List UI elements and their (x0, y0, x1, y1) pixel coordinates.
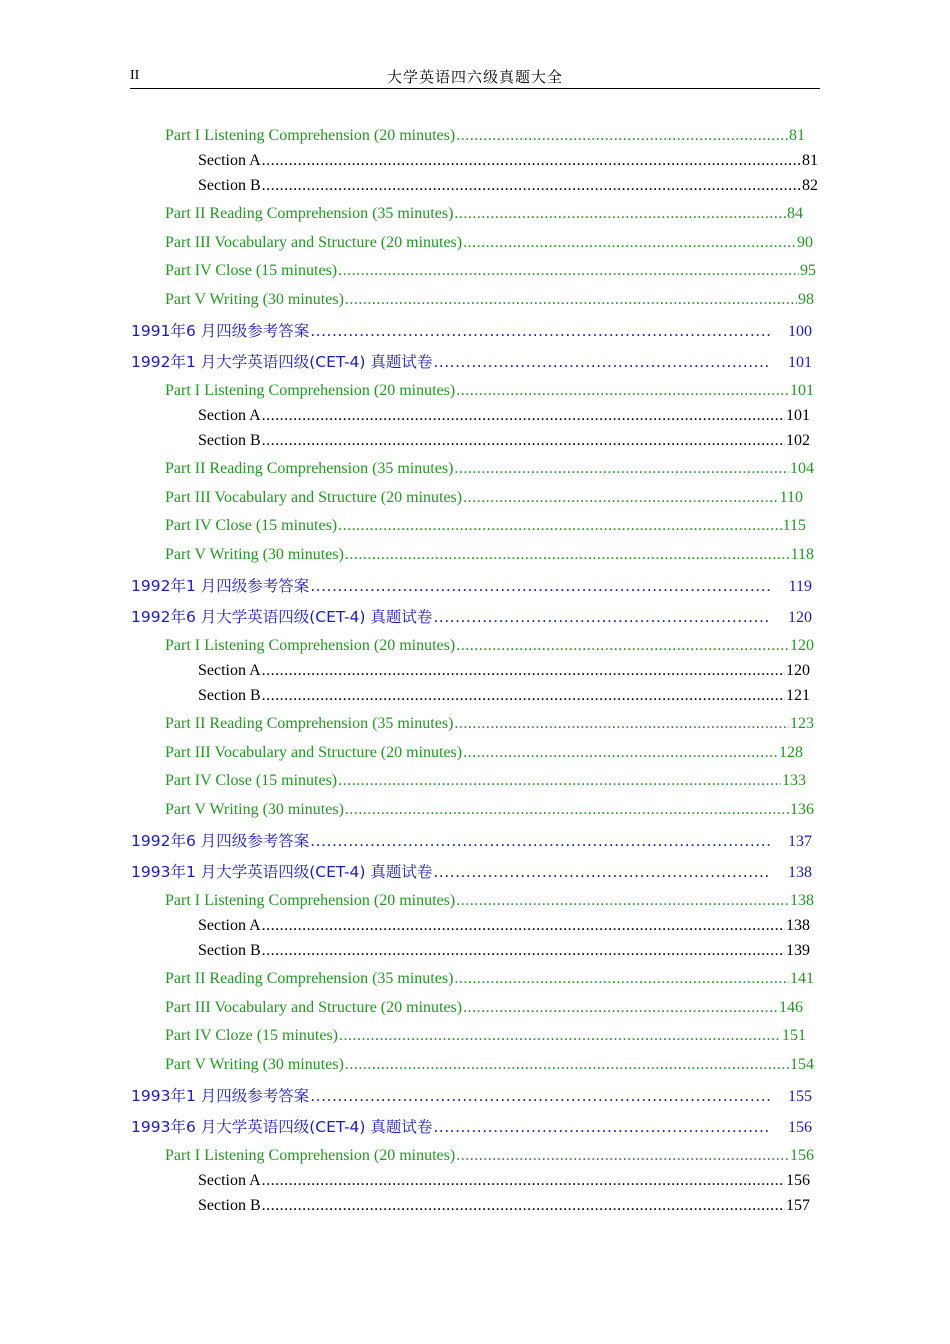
toc-entry-page: 119 (788, 578, 812, 595)
toc-part-entry[interactable] (165, 635, 814, 657)
toc-entry-page: 100 (788, 323, 812, 340)
dot-leader (262, 685, 785, 707)
toc-entry-page: 138 (786, 917, 810, 934)
dot-leader (310, 1085, 771, 1107)
toc-entry-title: 1992年1 月大学英语四级(CET-4) 真题试卷 (131, 353, 433, 371)
dot-leader (262, 405, 785, 427)
toc-entry-title: Section A (198, 662, 261, 679)
dot-leader (262, 940, 785, 962)
toc-entry-title: Section A (198, 917, 261, 934)
toc-entry-title: Part IV Cloze (15 minutes) (165, 1027, 339, 1044)
toc-section-entry[interactable] (198, 660, 810, 682)
toc-part-entry[interactable] (165, 458, 814, 480)
dot-leader (339, 1025, 781, 1047)
toc-part-entry[interactable] (165, 968, 814, 990)
dot-leader (262, 175, 801, 197)
toc-entry-title: Part V Writing (30 minutes) (165, 1056, 344, 1073)
toc-part-entry[interactable] (165, 515, 806, 537)
toc-chapter-entry[interactable] (131, 606, 812, 628)
toc-part-entry[interactable] (165, 1054, 814, 1076)
dot-leader (310, 320, 771, 342)
toc-entry-page: 81 (802, 152, 818, 169)
dot-leader (338, 770, 781, 792)
toc-entry-title: 1993年1 月四级参考答案 (131, 1087, 310, 1105)
dot-leader (454, 458, 789, 480)
toc-entry-title: Part I Listening Comprehension (20 minutes) (165, 1147, 456, 1164)
dot-leader (456, 1145, 789, 1167)
toc-chapter-entry[interactable] (131, 351, 812, 373)
toc-section-entry[interactable] (198, 1170, 810, 1192)
toc-entry-title: Section B (198, 687, 261, 704)
toc-entry-page: 98 (798, 291, 814, 308)
toc-entry-title: Part IV Close (15 minutes) (165, 262, 338, 279)
toc-entry-title: Section B (198, 942, 261, 959)
dot-leader (463, 232, 796, 254)
toc-entry-page: 146 (779, 999, 803, 1016)
toc-entry-title: Part IV Close (15 minutes) (165, 517, 338, 534)
dot-leader (433, 606, 771, 628)
toc-part-entry[interactable] (165, 232, 813, 254)
toc-entry-title: Part V Writing (30 minutes) (165, 546, 344, 563)
dot-leader (454, 203, 786, 225)
dot-leader (456, 890, 789, 912)
toc-entry-page: 133 (782, 772, 806, 789)
toc-entry-title: Part I Listening Comprehension (20 minutes) (165, 637, 456, 654)
toc-entry-page: 118 (790, 546, 814, 563)
toc-part-entry[interactable] (165, 799, 814, 821)
toc-entry-page: 120 (786, 662, 810, 679)
dot-leader (463, 487, 778, 509)
dot-leader (262, 1195, 785, 1217)
toc-section-entry[interactable] (198, 175, 818, 197)
toc-entry-page: 137 (788, 833, 812, 850)
dot-leader (463, 997, 778, 1019)
dot-leader (345, 799, 789, 821)
toc-entry-page: 123 (790, 715, 814, 732)
toc-entry-title: Part II Reading Comprehension (35 minutes) (165, 715, 454, 732)
toc-entry-title: Section B (198, 177, 261, 194)
toc-chapter-entry[interactable] (131, 320, 812, 342)
toc-chapter-entry[interactable] (131, 575, 812, 597)
toc-part-entry[interactable] (165, 260, 816, 282)
toc-part-entry[interactable] (165, 997, 803, 1019)
toc-entry-page: 102 (786, 432, 810, 449)
toc-entry-page: 141 (790, 970, 814, 987)
toc-entry-page: 90 (797, 234, 813, 251)
toc-section-entry[interactable] (198, 430, 810, 452)
toc-chapter-entry[interactable] (131, 830, 812, 852)
toc-entry-page: 157 (786, 1197, 810, 1214)
toc-entry-title: 1991年6 月四级参考答案 (131, 322, 310, 340)
toc-entry-page: 110 (779, 489, 803, 506)
page-number: II (130, 68, 140, 83)
toc-entry-page: 121 (786, 687, 810, 704)
toc-part-entry[interactable] (165, 203, 803, 225)
dot-leader (454, 713, 789, 735)
toc-chapter-entry[interactable] (131, 1085, 812, 1107)
dot-leader (345, 289, 797, 311)
toc-chapter-entry[interactable] (131, 1116, 812, 1138)
toc-entry-page: 120 (788, 609, 812, 626)
toc-entry-page: 139 (786, 942, 810, 959)
toc-entry-title: 1992年6 月四级参考答案 (131, 832, 310, 850)
toc-entry-page: 84 (787, 205, 803, 222)
toc-entry-page: 156 (790, 1147, 814, 1164)
dot-leader (310, 830, 771, 852)
dot-leader (456, 380, 789, 402)
toc-section-entry[interactable] (198, 915, 810, 937)
dot-leader (338, 260, 799, 282)
toc-entry-title: Part I Listening Comprehension (20 minutes) (165, 127, 456, 144)
toc-entry-title: Part I Listening Comprehension (20 minutes) (165, 382, 456, 399)
toc-entry-title: Section B (198, 432, 261, 449)
toc-entry-title: Part III Vocabulary and Structure (20 minutes) (165, 744, 463, 761)
toc-entry-title: Section A (198, 152, 261, 169)
toc-entry-title: Part II Reading Comprehension (35 minutes) (165, 970, 454, 987)
toc-entry-title: Part II Reading Comprehension (35 minutes) (165, 205, 454, 222)
toc-entry-title: 1993年1 月大学英语四级(CET-4) 真题试卷 (131, 863, 433, 881)
toc-chapter-entry[interactable] (131, 861, 812, 883)
toc-entry-page: 138 (788, 864, 812, 881)
toc-entry-page: 115 (782, 517, 806, 534)
toc-part-entry[interactable] (165, 544, 814, 566)
toc-entry-page: 101 (786, 407, 810, 424)
toc-section-entry[interactable] (198, 405, 810, 427)
dot-leader (345, 544, 790, 566)
dot-leader (433, 351, 771, 373)
dot-leader (262, 915, 785, 937)
dot-leader (454, 968, 789, 990)
toc-entry-page: 104 (790, 460, 814, 477)
dot-leader (262, 150, 801, 172)
toc-entry-page: 101 (788, 354, 812, 371)
toc-entry-title: Part II Reading Comprehension (35 minutes) (165, 460, 454, 477)
toc-entry-title: Part III Vocabulary and Structure (20 minutes) (165, 234, 463, 251)
toc-part-entry[interactable] (165, 770, 806, 792)
toc-part-entry[interactable] (165, 1145, 814, 1167)
toc-entry-page: 120 (790, 637, 814, 654)
toc-entry-title: 1992年1 月四级参考答案 (131, 577, 310, 595)
dot-leader (262, 660, 785, 682)
toc-entry-title: 1993年6 月大学英语四级(CET-4) 真题试卷 (131, 1118, 433, 1136)
toc-section-entry[interactable] (198, 685, 810, 707)
book-title: 大学英语四六级真题大全 (386, 68, 563, 86)
toc-entry-page: 128 (779, 744, 803, 761)
toc-part-entry[interactable] (165, 890, 814, 912)
toc-entry-page: 136 (790, 801, 814, 818)
dot-leader (456, 125, 788, 147)
toc-part-entry[interactable] (165, 289, 814, 311)
toc-entry-page: 154 (790, 1056, 814, 1073)
toc-entry-title: Part I Listening Comprehension (20 minutes) (165, 892, 456, 909)
toc-entry-page: 155 (788, 1088, 812, 1105)
toc-part-entry[interactable] (165, 713, 814, 735)
dot-leader (338, 515, 781, 537)
toc-part-entry[interactable] (165, 742, 803, 764)
dot-leader (262, 430, 785, 452)
dot-leader (433, 861, 771, 883)
toc-entry-title: Section A (198, 1172, 261, 1189)
toc-section-entry[interactable] (198, 940, 810, 962)
toc-entry-title: Part V Writing (30 minutes) (165, 801, 344, 818)
toc-entry-title: Section A (198, 407, 261, 424)
toc-entry-title: Part V Writing (30 minutes) (165, 291, 344, 308)
toc-entry-page: 82 (802, 177, 818, 194)
toc-entry-page: 156 (786, 1172, 810, 1189)
toc-entry-title: Part III Vocabulary and Structure (20 minutes) (165, 999, 463, 1016)
toc-entry-page: 81 (789, 127, 805, 144)
toc-entry-page: 101 (790, 382, 814, 399)
dot-leader (262, 1170, 785, 1192)
toc-section-entry[interactable] (198, 150, 818, 172)
toc-entry-title: 1992年6 月大学英语四级(CET-4) 真题试卷 (131, 608, 433, 626)
toc-section-entry[interactable] (198, 1195, 810, 1217)
dot-leader (310, 575, 771, 597)
dot-leader (456, 635, 789, 657)
dot-leader (463, 742, 778, 764)
toc-entry-page: 138 (790, 892, 814, 909)
dot-leader (433, 1116, 771, 1138)
dot-leader (345, 1054, 789, 1076)
toc-entry-page: 156 (788, 1119, 812, 1136)
toc-entry-title: Section B (198, 1197, 261, 1214)
toc-entry-page: 151 (782, 1027, 806, 1044)
toc-entry-title: Part IV Close (15 minutes) (165, 772, 338, 789)
toc-part-entry[interactable] (165, 380, 814, 402)
toc-entry-page: 95 (800, 262, 816, 279)
toc-entry-title: Part III Vocabulary and Structure (20 minutes) (165, 489, 463, 506)
toc-part-entry[interactable] (165, 125, 805, 147)
toc-part-entry[interactable] (165, 1025, 806, 1047)
toc-part-entry[interactable] (165, 487, 803, 509)
